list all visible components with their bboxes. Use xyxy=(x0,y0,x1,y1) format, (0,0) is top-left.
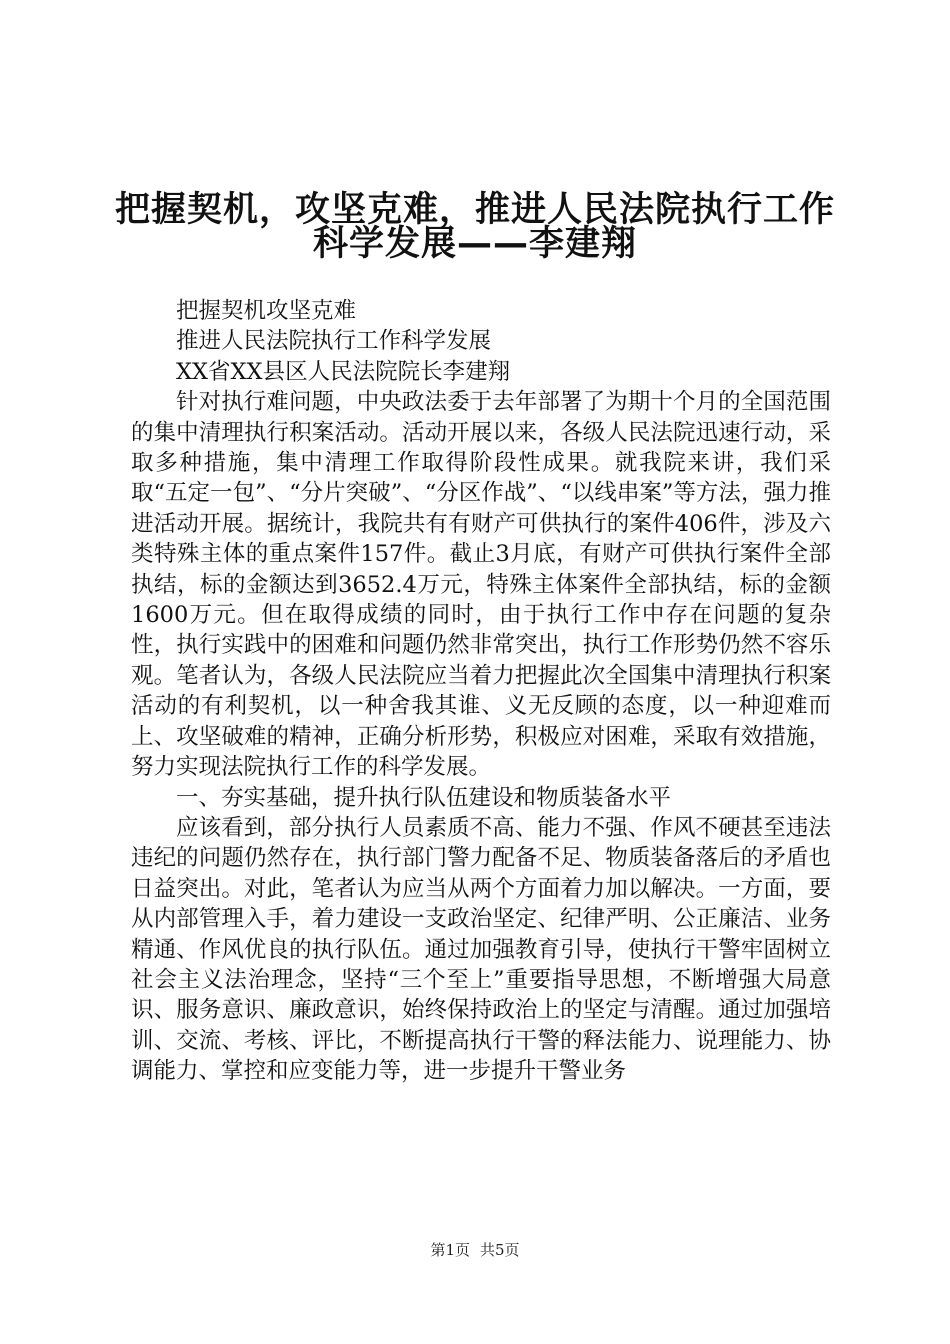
author-line: XX省XX县区人民法院院长李建翔 xyxy=(176,358,511,385)
document-title-line-2: 科学发展——李建翔 xyxy=(312,224,637,264)
page-number: 第1页 xyxy=(430,1241,470,1259)
subtitle-line: 推进人民法院执行工作科学发展 xyxy=(176,328,492,355)
page-total: 共5页 xyxy=(480,1241,520,1259)
subtitle-line: 把握契机攻坚克难 xyxy=(176,298,357,324)
document-body xyxy=(131,296,831,1087)
body-paragraph: 针对执行难问题，中央政法委于去年部署了为期十个月的全国范围的集中清理执行积案活动。活动开展以来，各级人民法院迅速行动，采取多种措施，集中清理工作取得阶段性成果。就我院来讲，我们采取“五定一包”、“分片突破”、“分区作战”、“以线串案”等方法，强力推进活动开展。据统计，我院共有有财产可供执行的案件406件，涉及六类特殊主体的重点案件157件。截止3月底，有财产可供执行案件全部执结，标的金额达到3652.4万元，特殊主体案件全部执结，标的金额1600万元。但在取得成绩的同时，由于执行工作中存在问题的复杂性，执行实践中的困难和问题仍然非常突出，执行工作形势仍然不容乐观。笔者认为，各级人民法院应当着力把握此次全国集中清理执行积案活动的有利契机，以一种舍我其谁、义无反顾的态度，以一种迎难而上、攻坚破难的精神，正确分析形势，积极应对困难，采取有效措施，努力实现法院执行工作的科学发展。 xyxy=(131,389,831,781)
page-footer xyxy=(0,1240,950,1260)
section-heading: 一、夯实基础，提升执行队伍建设和物质装备水平 xyxy=(176,784,672,811)
document-title-line-1: 把握契机，攻坚克难，推进人民法院执行工作 xyxy=(114,190,835,230)
body-paragraph: 应该看到，部分执行人员素质不高、能力不强、作风不硬甚至违法违纪的问题仍然存在，执行部门警力配备不足、物质装备落后的矛盾也日益突出。对此，笔者认为应当从两个方面着力加以解决。一方面，要从内部管理入手，着力建设一支政治坚定、纪律严明、公正廉洁、业务精通、作风优良的执行队伍。通过加强教育引导，使执行干警牢固树立社会主义法治理念，坚持“三个至上”重要指导思想，不断增强大局意识、服务意识、廉政意识，始终保持政治上的坚定与清醒。通过加强培训、交流、考核、评比，不断提高执行干警的释法能力、说理能力、协调能力、掌控和应变能力等，进一步提升干警业务 xyxy=(131,814,831,1085)
